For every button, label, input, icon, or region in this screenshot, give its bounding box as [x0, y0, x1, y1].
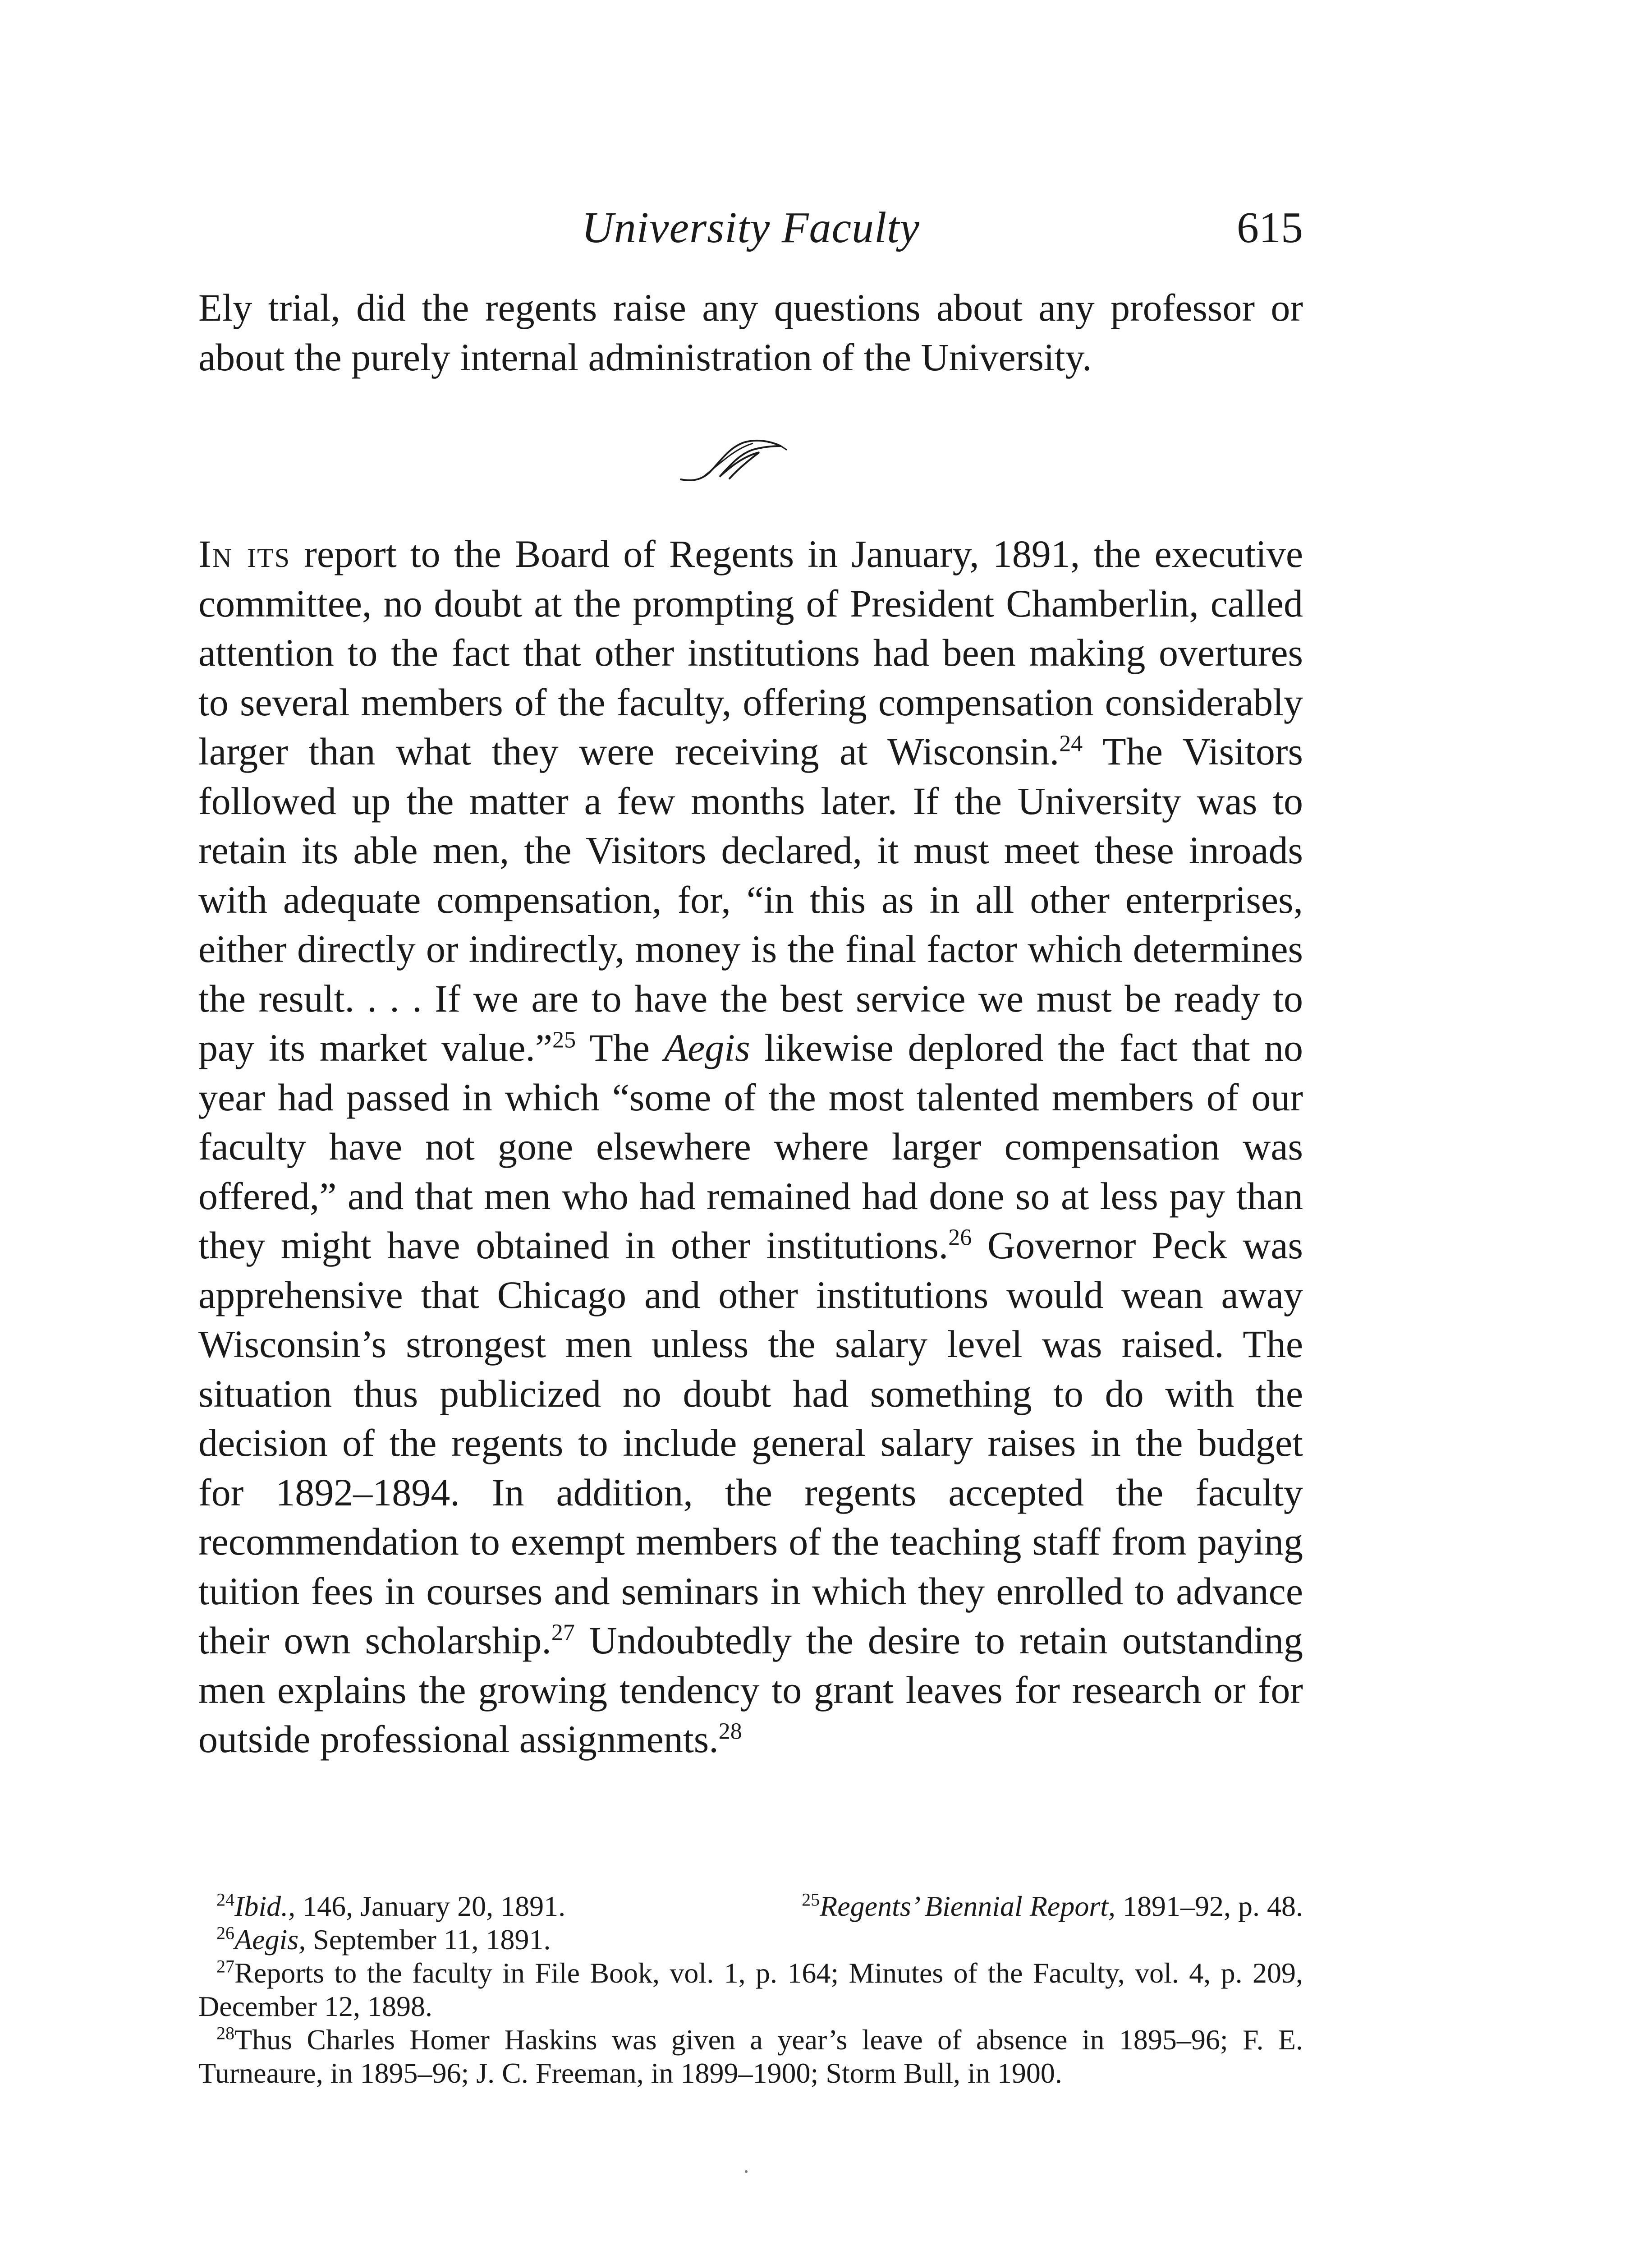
text-segment: Undoubtedly the desire to retain outstanding men explains the growing tendency to grant leaves for research or for outside professional assignments.: [198, 1619, 1303, 1761]
lead-in: In its: [198, 532, 291, 575]
footnote-mark: 27: [216, 1956, 234, 1977]
text-segment: The: [576, 1026, 664, 1069]
text-segment: likewise deplored the fact that no year had passed in which “some of the most talented members of our faculty have not gone elsewhere where larger compensation was offered,” and that men who had remained had done so at less pay than they might have obtained in other institutions.: [198, 1026, 1303, 1267]
footnote-mark: 24: [216, 1889, 234, 1910]
italic-title: Aegis: [664, 1026, 750, 1069]
footnote-text: Reports to the faculty in File Book, vol. 1, p. 164; Minutes of the Faculty, vol. 4, p. 209, December 12, 1898.: [198, 1957, 1303, 2022]
footnote-mark: 28: [216, 2023, 234, 2043]
text-segment: The Visitors followed up the matter a few months later. If the University was to retain its able men, the Visitors declared, it must meet these inroads with adequate compensation, for, “in this as in all other enterprises, either directly or indirectly, money is the final factor which determines the result. . . . If we are to have the best service we must be ready to pay its market value.”: [198, 730, 1303, 1069]
footnote-text: Thus Charles Homer Haskins was given a year’s leave of absence in 1895–96; F. E. Turneaure, in 1895–96; J. C. Freeman, in 1899–1900; Storm Bull, in 1900.: [198, 2024, 1303, 2089]
running-head: [198, 198, 1303, 257]
page-number: 615: [1237, 203, 1303, 252]
footnotes: [198, 1890, 1303, 2090]
footnote-ref-27[interactable]: 27: [551, 1620, 575, 1646]
footnote-italic: Regents’ Biennial Report,: [820, 1890, 1115, 1922]
footnote-mark: 26: [216, 1923, 234, 1943]
footnote-italic: Ibid.,: [234, 1890, 296, 1922]
footnote-28: [198, 2023, 1303, 2090]
footnote-text: 146, January 20, 1891.: [295, 1890, 566, 1922]
main-paragraph: [198, 529, 1303, 1764]
footnote-ref-28[interactable]: 28: [718, 1718, 742, 1744]
footnote-24: [198, 1890, 565, 1923]
paragraph-continuation: [198, 283, 1303, 382]
footnote-text: 1891–92, p. 48.: [1115, 1890, 1303, 1922]
footnote-ref-24[interactable]: 24: [1059, 731, 1083, 757]
footnote-text: September 11, 1891.: [306, 1924, 551, 1956]
footnote-26: [198, 1923, 1303, 1956]
paragraph-text: [198, 529, 1303, 1764]
footnote-25: [802, 1890, 1303, 1923]
paragraph-text: Ely trial, did the regents raise any questions about any professor or about the purely internal administration of the University.: [198, 286, 1303, 379]
footnote-ref-26[interactable]: 26: [948, 1224, 972, 1251]
footnote-ref-25[interactable]: 25: [552, 1027, 576, 1053]
footnote-row: [198, 1890, 1303, 1923]
text-segment: report to the Board of Regents in January, 1891, the executive committee, no doubt at the prompting of President Chamberlin, called attention to the fact that other institutions had been making overtures to several members of the faculty, offering compensation considerably larger than what they were receiving at Wisconsin.: [198, 532, 1303, 773]
footnote-mark: 25: [802, 1889, 820, 1910]
section-ornament-icon: [676, 435, 789, 485]
running-title: University Faculty: [581, 203, 920, 252]
footnote-italic: Aegis,: [234, 1924, 306, 1956]
footnote-27: [198, 1956, 1303, 2023]
paper-speck: [744, 2169, 748, 2174]
text-segment: Governor Peck was apprehensive that Chicago and other institutions would wean away Wisconsin’s strongest men unless the salary level was raised. The situation thus publicized no doubt had something to do with the decision of the regents to include general salary raises in the budget for 1892–1894. In addition, the regents accepted the faculty recommendation to exempt members of the teaching staff from paying tuition fees in courses and seminars in which they enrolled to advance their own scholarship.: [198, 1224, 1303, 1662]
